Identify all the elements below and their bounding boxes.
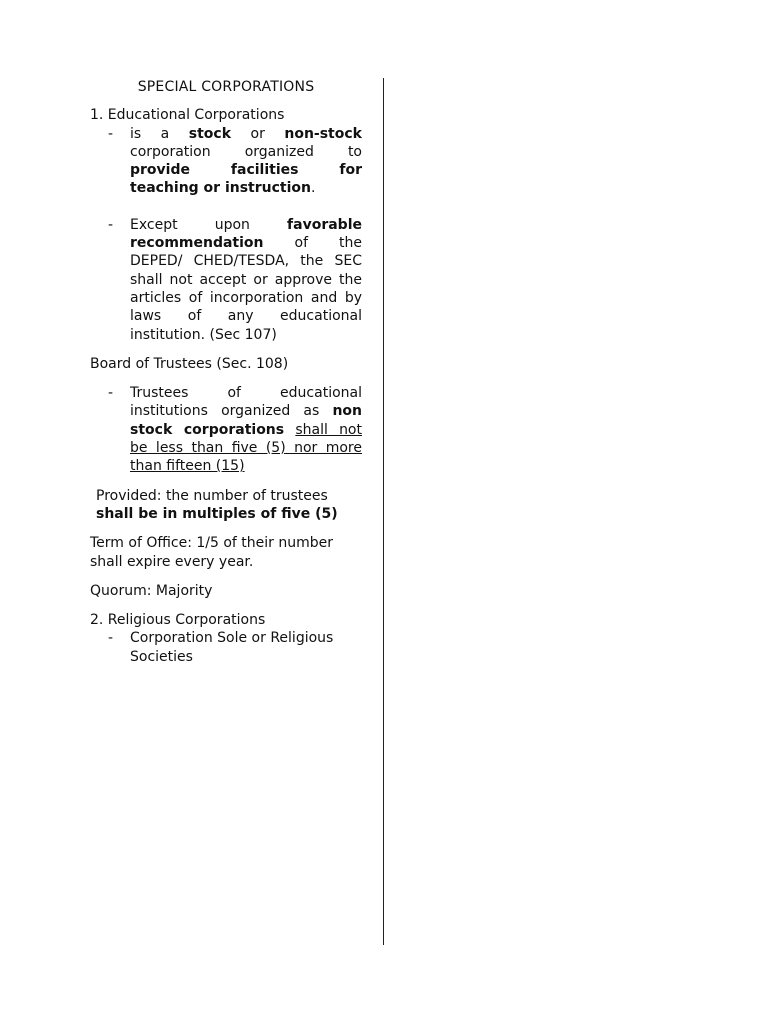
text-run: . [311,180,316,197]
bold-text: favorable recommendation [130,216,362,252]
bold-text: non-stock [284,125,362,142]
page-title: SPECIAL CORPORATIONS [137,79,315,95]
quorum: Quorum: Majority [90,582,213,599]
text-run: Trustees of educational institutions organized as [130,385,362,420]
text-run: of the DEPED/ CHED/TESDA, the SEC shall not accept or approve the articles of incorporation and by laws of any educational institution. (Sec 107) [130,235,362,343]
text-run: is a [130,125,189,142]
spacer [90,198,362,216]
bullet-dash: - [108,630,114,647]
spacer [90,373,362,384]
bullet-text [130,384,362,475]
list-item [90,629,362,666]
text-run: or [231,125,285,142]
bullet-dash: - [108,385,114,402]
spacer [90,523,362,534]
board-heading: Board of Trustees (Sec. 108) [90,355,289,372]
text-run [284,422,295,438]
text-run: Except upon [130,216,288,233]
bullet-text: Corporation Sole or Religious Societies [130,630,334,665]
bold-text: non stock corporations [130,403,362,438]
bullet-dash: - [108,216,114,233]
provided-note [90,487,362,524]
list-item [90,216,362,344]
bullet-dash: - [108,125,114,142]
bold-text: stock [188,125,232,142]
list-item [90,384,362,475]
bold-text: shall be in multiples of five (5) [96,505,338,522]
provided-text: Provided: the number of trustees [96,487,328,504]
text-run: corporation organized to [130,143,362,160]
underlined-text: shall not be less than five (5) nor more than fifteen (15) [130,421,362,475]
spacer [90,476,362,487]
section-heading-educational: 1. Educational Corporations [90,107,285,124]
term-of-office: Term of Office: 1/5 of their number shall expire every year. [90,535,333,570]
bullet-text [130,216,362,344]
section-heading-religious: 2. Religious Corporations [90,612,266,629]
list-item [90,125,362,198]
provided-bold-text [96,505,362,523]
bullet-text [130,125,362,198]
left-column [90,78,362,666]
bold-text: provide facilities for teaching or instruction [130,162,362,197]
spacer [90,571,362,582]
column-divider [383,78,384,945]
spacer [90,344,362,355]
spacer [90,600,362,611]
